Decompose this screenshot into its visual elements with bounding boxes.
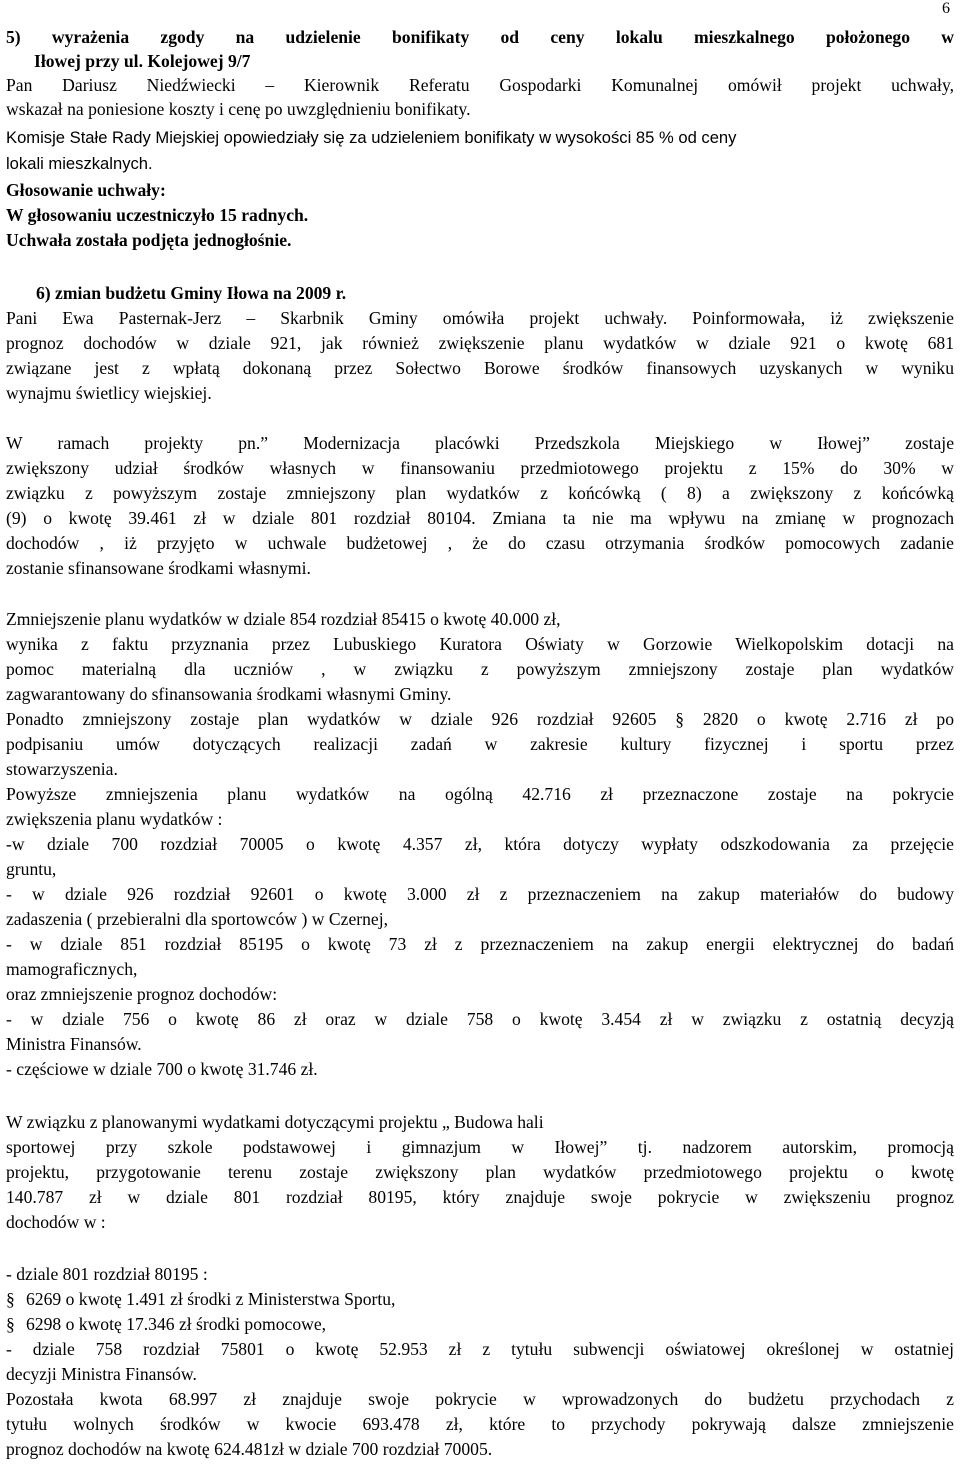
body-line: dochodów , iż przyjęto w uchwale budżetowej , że do czasu otrzymania środków pomocowych zadanie: [6, 533, 954, 553]
body-line: stowarzyszenia.: [6, 759, 118, 779]
body-line: tytułu wolnych środków w kwocie 693.478 zł, które to przychody pokrywają dalsze zmniejszenie: [6, 1414, 954, 1434]
body-line: - dziale 801 rozdział 80195 :: [6, 1264, 208, 1284]
body-line: związane jest z wpłatą dokonaną przez Sołectwo Borowe środków finansowych uzyskanych w wyniku: [6, 358, 954, 378]
section5-heading-line2: Iłowej przy ul. Kolejowej 9/7: [34, 51, 251, 71]
body-line: dochodów w :: [6, 1212, 106, 1232]
list-item-text: 6269 o kwotę 1.491 zł środki z Ministerstwa Sportu,: [26, 1289, 396, 1309]
body-line: prognoz dochodów w dziale 921, jak również zwiększenie planu wydatków w dziale 921 o kwotę 681: [6, 333, 954, 353]
body-line: projektu, przygotowanie terenu zostaje zwiększony plan wydatków przedmiotowego projektu o kwotę: [6, 1162, 954, 1182]
body-line: związku z powyższym zostaje zmniejszony plan wydatków z końcówką ( 8) a zwiększony z końcówką: [6, 483, 954, 503]
vote-result: Uchwała została podjęta jednogłośnie.: [6, 230, 292, 250]
body-line: - w dziale 851 rozdział 85195 o kwotę 73 zł z przeznaczeniem na zakup energii elektrycznej do badań: [6, 934, 954, 954]
section-sign-icon: §: [6, 1289, 15, 1309]
body-line: Ponadto zmniejszony zostaje plan wydatków w dziale 926 rozdział 92605 § 2820 o kwotę 2.716 zł po: [6, 709, 954, 729]
body-line: Zmniejszenie planu wydatków w dziale 854 rozdział 85415 o kwotę 40.000 zł,: [6, 609, 561, 629]
body-line: prognoz dochodów na kwotę 624.481zł w dziale 700 rozdział 70005.: [6, 1439, 493, 1459]
body-line: decyzji Ministra Finansów.: [6, 1364, 197, 1384]
section5-paragraph1-line1: Pan Dariusz Niedźwiecki – Kierownik Referatu Gospodarki Komunalnej omówił projekt uchwały,: [6, 75, 954, 95]
section5-paragraph2-line2: lokali mieszkalnych.: [6, 154, 153, 173]
body-line: - w dziale 926 rozdział 92601 o kwotę 3.000 zł z przeznaczeniem na zakup materiałów do budowy: [6, 884, 954, 904]
body-line: Powyższe zmniejszenia planu wydatków na ogólną 42.716 zł przeznaczone zostaje na pokrycie: [6, 784, 954, 804]
list-item: [6, 1288, 954, 1310]
body-line: zwiększenia planu wydatków :: [6, 809, 223, 829]
section5-heading-line1: 5) wyrażenia zgody na udzielenie bonifikaty od ceny lokalu mieszkalnego położonego w: [6, 27, 954, 47]
body-line: -w dziale 700 rozdział 70005 o kwotę 4.357 zł, która dotyczy wypłaty odszkodowania za przejęcie: [6, 834, 954, 854]
body-line: zadaszenia ( przebieralni dla sportowców ) w Czernej,: [6, 909, 389, 929]
body-line: oraz zmniejszenie prognoz dochodów:: [6, 984, 278, 1004]
section5-paragraph2-line1: Komisje Stałe Rady Miejskiej opowiedziały się za udzieleniem bonifikaty w wysokości 85 % od ceny: [6, 128, 737, 147]
body-line: W ramach projekty pn.” Modernizacja placówki Przedszkola Miejskiego w Iłowej” zostaje: [6, 433, 954, 453]
body-line: podpisaniu umów dotyczących realizacji zadań w zakresie kultury fizycznej i sportu przez: [6, 734, 954, 754]
page-number: 6: [942, 0, 950, 17]
body-line: Pani Ewa Pasternak-Jerz – Skarbnik Gminy omówiła projekt uchwały. Poinformowała, iż zwiększenie: [6, 308, 954, 328]
body-line: Ministra Finansów.: [6, 1034, 142, 1054]
list-item-text: 6298 o kwotę 17.346 zł środki pomocowe,: [26, 1314, 327, 1334]
body-line: - dziale 758 rozdział 75801 o kwotę 52.953 zł z tytułu subwencji oświatowej określonej w ostatniej: [6, 1339, 954, 1359]
body-line: zagwarantowany do sfinansowania środkami własnymi Gminy.: [6, 684, 452, 704]
body-line: (9) o kwotę 39.461 zł w dziale 801 rozdział 80104. Zmiana ta nie ma wpływu na zmianę w prognozach: [6, 508, 954, 528]
vote-count: W głosowaniu uczestniczyło 15 radnych.: [6, 205, 309, 225]
body-line: mamograficznych,: [6, 959, 138, 979]
list-item: [6, 1313, 954, 1335]
body-line: pomoc materialną dla uczniów , w związku z powyższym zmniejszony zostaje plan wydatków: [6, 659, 954, 679]
body-line: 140.787 zł w dziale 801 rozdział 80195, który znajduje swoje pokrycie w zwiększeniu prognoz: [6, 1187, 954, 1207]
body-line: W związku z planowanymi wydatkami dotyczącymi projektu „ Budowa hali: [6, 1112, 544, 1132]
vote-heading: Głosowanie uchwały:: [6, 180, 166, 200]
body-line: gruntu,: [6, 859, 57, 879]
section5-paragraph1-line2: wskazał na poniesione koszty i cenę po uwzględnieniu bonifikaty.: [6, 99, 471, 119]
body-line: sportowej przy szkole podstawowej i gimnazjum w Iłowej” tj. nadzorem autorskim, promocją: [6, 1137, 954, 1157]
section6-heading: 6) zmian budżetu Gminy Iłowa na 2009 r.: [36, 283, 347, 303]
body-line: - częściowe w dziale 700 o kwotę 31.746 zł.: [6, 1059, 318, 1079]
body-line: Pozostała kwota 68.997 zł znajduje swoje pokrycie w wprowadzonych do budżetu przychodach z: [6, 1389, 954, 1409]
body-line: zwiększony udział środków własnych w finansowaniu przedmiotowego projektu z 15% do 30% w: [6, 458, 954, 478]
body-line: wynika z faktu przyznania przez Lubuskiego Kuratora Oświaty w Gorzowie Wielkopolskim dotacji na: [6, 634, 954, 654]
section-sign-icon: §: [6, 1314, 15, 1334]
body-line: wynajmu świetlicy wiejskiej.: [6, 383, 212, 403]
body-line: zostanie sfinansowane środkami własnymi.: [6, 558, 311, 578]
body-line: - w dziale 756 o kwotę 86 zł oraz w dziale 758 o kwotę 3.454 zł w związku z ostatnią decyzją: [6, 1009, 954, 1029]
